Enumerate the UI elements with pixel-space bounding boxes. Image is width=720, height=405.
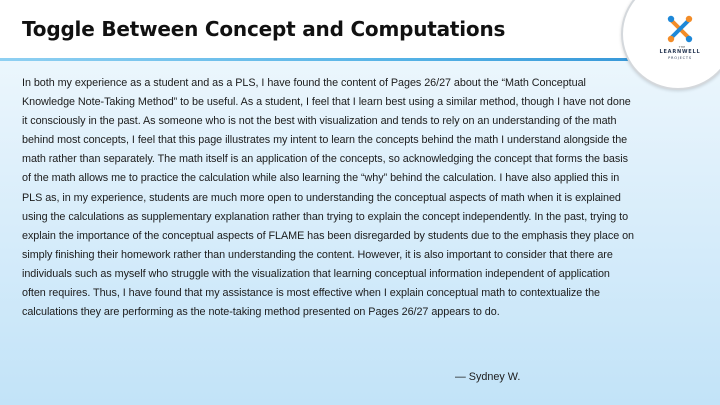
header-divider (0, 58, 720, 61)
logo-name: LEARNWELL (659, 49, 701, 55)
learnwell-x-logo-icon (666, 14, 694, 44)
testimonial-attribution: — Sydney W. (455, 371, 521, 383)
slide-title: Toggle Between Concept and Computations (22, 17, 506, 41)
logo-subtitle: PROJECTS (668, 56, 692, 60)
testimonial-paragraph: In both my experience as a student and as a PLS, I have found the content of Pages 26/27 about the “Math Conceptual Knowledge Note-Taking Method” to be useful. As a student, I feel that I learn best using a similar method, though I have not done it consciously in the past. As someone who is not the best with visualization and tends to rely on an understanding of the math behind most concepts, I feel that this page illustrates my intent to learn the concepts behind the math I understand alongside the math rather than separately. The math itself is an application of the concepts, so acknowledging the concept that forms the basis of the math allows me to practice the calculation while also learning the “why” behind the calculation. I have also applied this in PLS as, in my experience, students are much more open to understanding the conceptual aspects of math when it is explained using the calculations as supplementary explanation rather than trying to explain the concept independently. In the past, trying to explain the importance of the conceptual aspects of FLAME has been disregarded by students due to the emphasis they place on simply finishing their homework rather than understanding the content. However, it is also important to consider that there are individuals such as myself who struggle with the visualization that learning conceptual information independent of application often requires. Thus, I have found that my assistance is most effective when I explain conceptual math to contextualize the calculations they are performing as the note-taking method presented on Pages 26/27 appears to do. (22, 77, 635, 319)
logo-top-text: THE (678, 45, 686, 49)
